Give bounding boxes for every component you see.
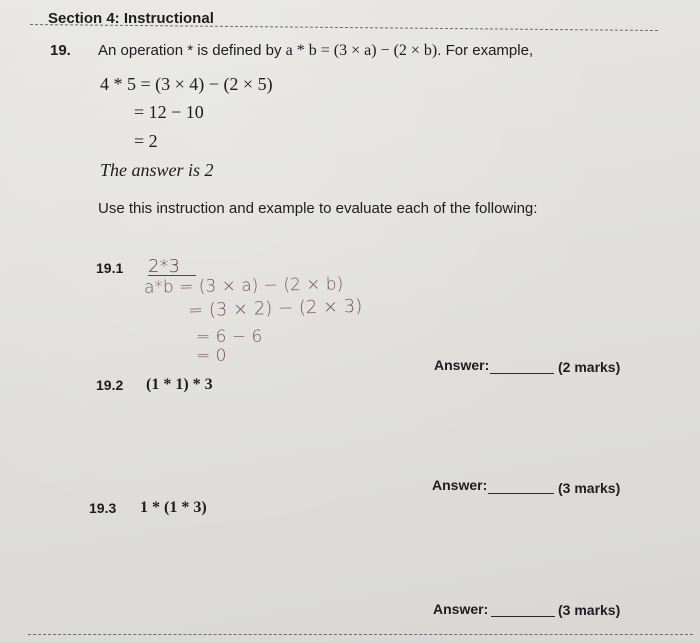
intro-suffix: . For example,: [437, 42, 534, 59]
handwritten-working-line: = 6 − 6: [196, 327, 263, 347]
instruction-text: Use this instruction and example to evaluate each of the following:: [98, 200, 538, 217]
operation-formula: a * b = (3 × a) − (2 × b): [285, 42, 438, 59]
sub-question-expression: (1 * 1) * 3: [146, 376, 213, 393]
handwritten-expression: [148, 256, 180, 277]
answer-label: Answer:: [434, 357, 490, 373]
sub-question-number: 19.1: [96, 260, 124, 276]
example-line-1: 4 * 5 = (3 × 4) − (2 × 5): [100, 74, 273, 94]
sub-question-expression: 1 * (1 * 3): [140, 499, 207, 516]
sub-question-number: 19.2: [96, 377, 124, 393]
answer-blank[interactable]: [491, 616, 555, 617]
answer-blank[interactable]: [488, 493, 554, 494]
handwritten-working-line: = 0: [196, 346, 227, 366]
example-answer-note: The answer is 2: [100, 160, 214, 180]
question-number: 19.: [50, 42, 71, 59]
marks-label: (3 marks): [558, 602, 621, 618]
sub-question-number: 19.3: [89, 500, 117, 516]
example-line-2: = 12 − 10: [134, 102, 204, 122]
answer-label: Answer:: [432, 477, 488, 493]
answer-label: Answer:: [433, 601, 489, 617]
marks-label: (2 marks): [558, 359, 621, 375]
handwritten-working-line: = (3 × 2) − (2 × 3): [187, 295, 363, 322]
bottom-divider: [28, 634, 693, 635]
top-divider: [30, 24, 658, 31]
section-title: Section 4: Instructional: [48, 10, 214, 27]
example-line-3: = 2: [134, 131, 158, 151]
handwritten-expression-text: 2*3: [148, 256, 180, 277]
handwritten-underline: [148, 275, 196, 276]
answer-blank[interactable]: [490, 373, 554, 374]
intro-text: An operation * is defined by: [98, 42, 282, 59]
question-intro: [98, 42, 533, 60]
marks-label: (3 marks): [558, 480, 621, 496]
handwritten-working-line: a*b = (3 × a) − (2 × b): [143, 274, 344, 298]
